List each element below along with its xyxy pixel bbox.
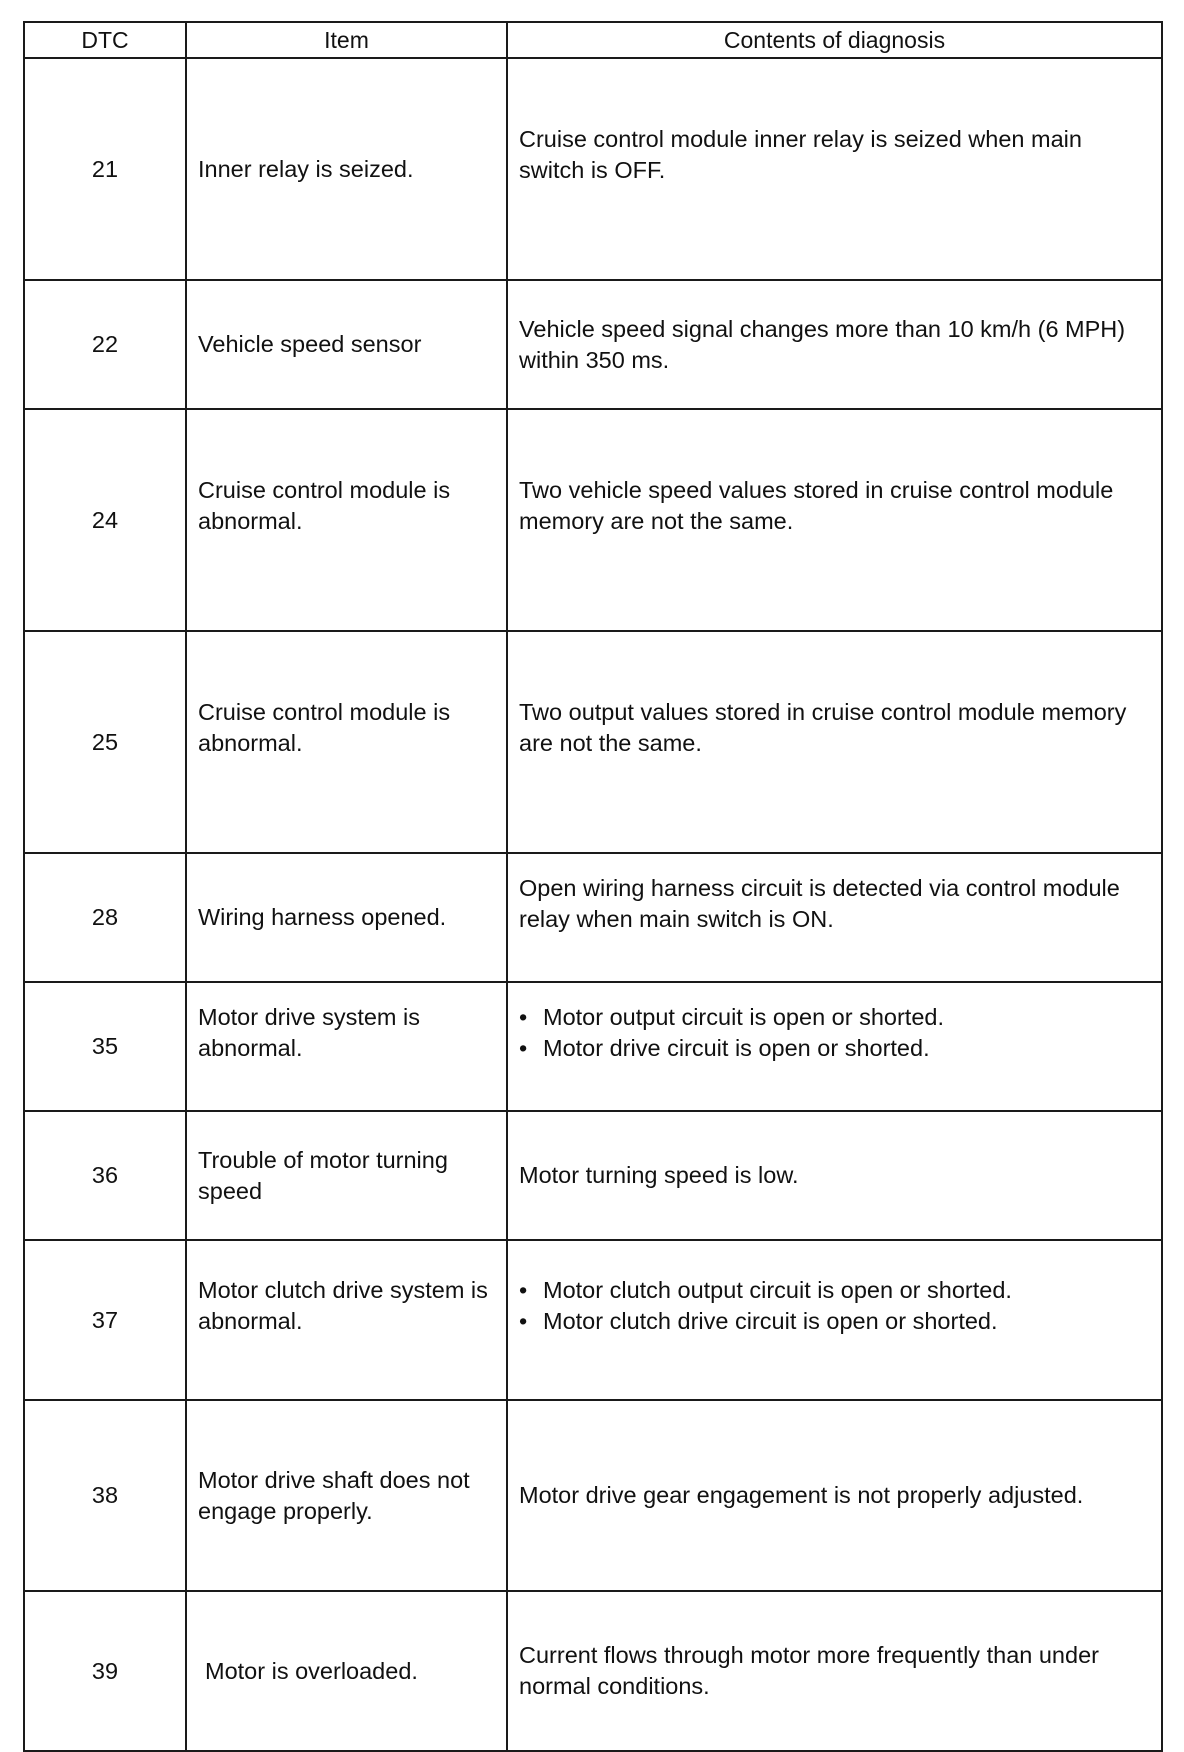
table-header-row <box>24 22 1162 58</box>
item-text: Motor drive system is abnormal. <box>198 1003 420 1061</box>
bullet-item: • Motor drive circuit is open or shorted. <box>519 1033 1153 1064</box>
dtc-contents <box>507 853 1162 982</box>
dtc-contents <box>507 1111 1162 1240</box>
contents-text: Cruise control module inner relay is seized when main switch is OFF. <box>519 126 1082 183</box>
dtc-item: Inner relay is seized. <box>186 58 507 280</box>
item-text: Cruise control module is abnormal. <box>198 477 451 534</box>
dtc-item <box>186 1240 507 1400</box>
dtc-contents <box>507 409 1162 631</box>
dtc-code: 24 <box>24 409 186 631</box>
dtc-item: Wiring harness opened. <box>186 853 507 982</box>
dtc-code: 28 <box>24 853 186 982</box>
table-row <box>24 280 1162 409</box>
table-row <box>24 982 1162 1111</box>
dtc-code: 38 <box>24 1400 186 1591</box>
dtc-item: Motor is overloaded. <box>186 1591 507 1751</box>
dtc-code: 37 <box>24 1240 186 1400</box>
table-row <box>24 1111 1162 1240</box>
table-row <box>24 631 1162 853</box>
dtc-code: 35 <box>24 982 186 1111</box>
dtc-item <box>186 631 507 853</box>
table-row <box>24 58 1162 280</box>
dtc-item <box>186 982 507 1111</box>
contents-text: Vehicle speed signal changes more than 10 km/h (6 MPH) within 350 ms. <box>519 315 1126 373</box>
dtc-code: 21 <box>24 58 186 280</box>
contents-text: Two output values stored in cruise control module memory are not the same. <box>519 699 1127 756</box>
dtc-item <box>186 409 507 631</box>
header-dtc: DTC <box>24 22 186 58</box>
dtc-code: 25 <box>24 631 186 853</box>
dtc-item: Motor drive shaft does not engage properly. <box>186 1400 507 1591</box>
dtc-code: 22 <box>24 280 186 409</box>
dtc-contents <box>507 280 1162 409</box>
item-text: Cruise control module is abnormal. <box>198 699 451 756</box>
item-text: Motor clutch drive system is abnormal. <box>198 1277 488 1334</box>
dtc-code: 36 <box>24 1111 186 1240</box>
contents-text: Motor drive gear engagement is not properly adjusted. <box>519 1482 1084 1508</box>
dtc-contents <box>507 1591 1162 1751</box>
bullet-item: • Motor clutch output circuit is open or shorted. <box>519 1275 1153 1306</box>
dtc-contents <box>507 1400 1162 1591</box>
table-row <box>24 1400 1162 1591</box>
dtc-contents <box>507 631 1162 853</box>
contents-text: Current flows through motor more frequently than under normal conditions. <box>519 1642 1099 1699</box>
bullet-item: • Motor output circuit is open or shorted. <box>519 1002 1153 1033</box>
bullet-list <box>519 1275 1153 1337</box>
bullet-list <box>519 1002 1153 1064</box>
contents-text: Two vehicle speed values stored in cruise control module memory are not the same. <box>519 477 1114 534</box>
table-row <box>24 1591 1162 1751</box>
table-row <box>24 1240 1162 1400</box>
contents-text: Motor turning speed is low. <box>519 1162 799 1188</box>
contents-text: Open wiring harness circuit is detected via control module relay when main switch is ON. <box>519 874 1120 932</box>
header-contents: Contents of diagnosis <box>507 22 1162 58</box>
table-row <box>24 853 1162 982</box>
header-item: Item <box>186 22 507 58</box>
dtc-item: Vehicle speed sensor <box>186 280 507 409</box>
dtc-contents <box>507 1240 1162 1400</box>
dtc-contents <box>507 58 1162 280</box>
bullet-item: • Motor clutch drive circuit is open or shorted. <box>519 1306 1153 1337</box>
table-row <box>24 409 1162 631</box>
dtc-contents <box>507 982 1162 1111</box>
dtc-table <box>23 21 1163 1752</box>
dtc-item: Trouble of motor turning speed <box>186 1111 507 1240</box>
dtc-code: 39 <box>24 1591 186 1751</box>
